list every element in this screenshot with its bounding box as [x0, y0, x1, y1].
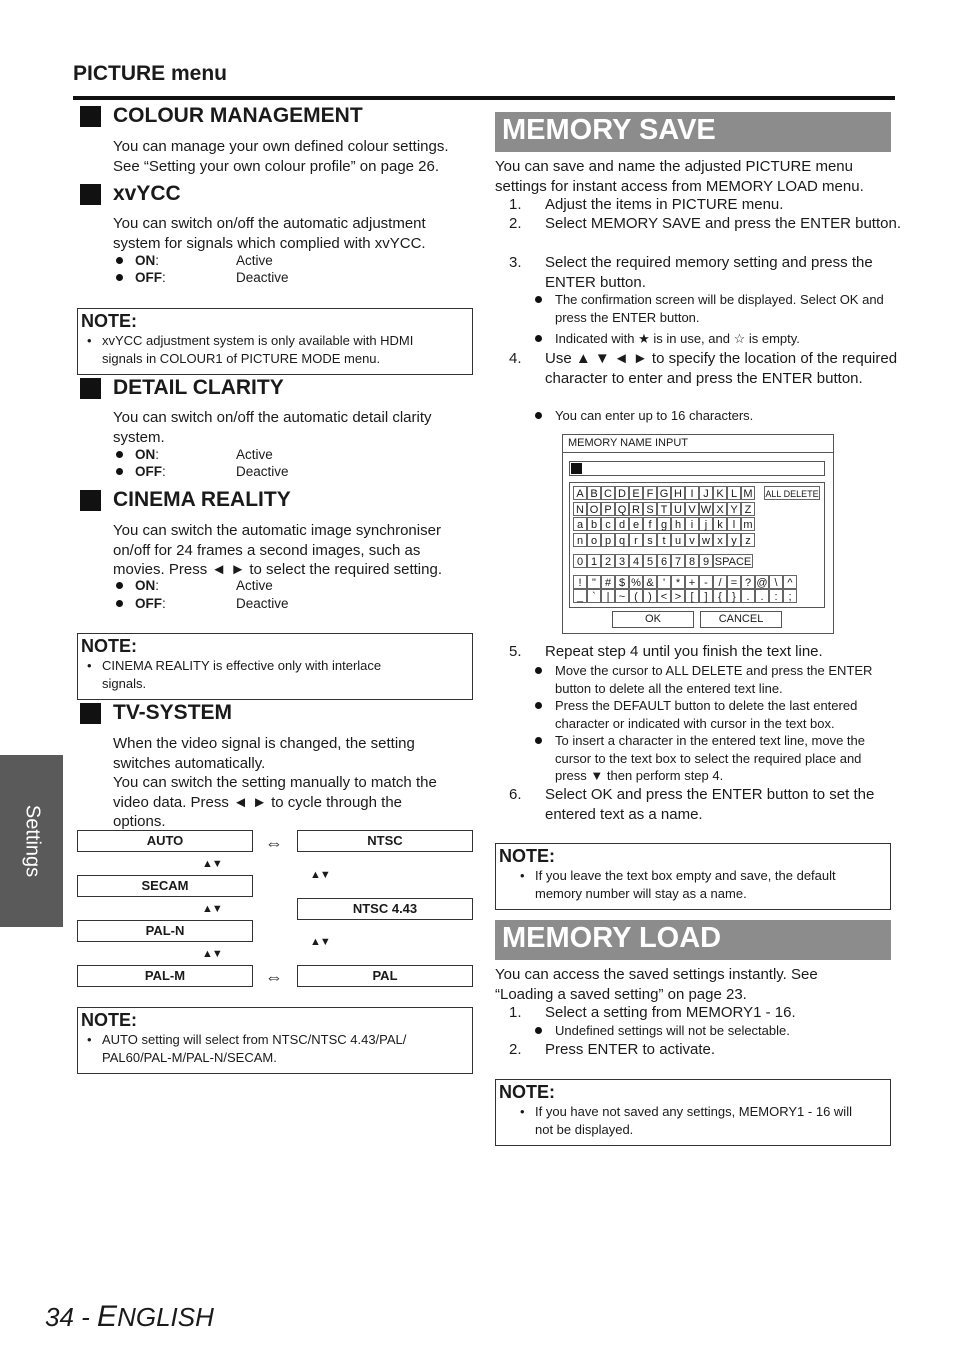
- bullet-item: Press the DEFAULT button to delete the last entered character or indicated with cursor in the text box.: [535, 697, 893, 733]
- key-symbol[interactable]: >: [671, 589, 685, 603]
- key-digit[interactable]: 0: [573, 554, 587, 568]
- up-down-arrow-icon: ▲▼: [202, 948, 222, 960]
- key-symbol[interactable]: }: [727, 589, 741, 603]
- tv-option-paln: PAL-N: [77, 920, 253, 942]
- key-char[interactable]: g: [657, 517, 671, 531]
- key-char[interactable]: w: [699, 533, 713, 547]
- key-char[interactable]: a: [573, 517, 587, 531]
- key-symbol[interactable]: _: [573, 589, 587, 603]
- key-symbol[interactable]: #: [601, 575, 615, 589]
- name-text-field[interactable]: [569, 461, 825, 476]
- cancel-button[interactable]: CANCEL: [700, 611, 782, 628]
- key-symbol[interactable]: [: [685, 589, 699, 603]
- note-box: [77, 633, 473, 700]
- key-char[interactable]: m: [741, 517, 755, 531]
- key-char[interactable]: Z: [741, 502, 755, 516]
- step-2: 2. Select MEMORY SAVE and press the ENTER button.: [509, 215, 901, 232]
- key-symbol[interactable]: .: [755, 589, 769, 603]
- key-symbol[interactable]: =: [727, 575, 741, 589]
- bullet-icon: [535, 667, 542, 674]
- bullet-item: To insert a character in the entered text line, move the cursor to the text box to select the required place and press ▼ then perform step 4.: [535, 732, 893, 786]
- key-char[interactable]: s: [643, 533, 657, 547]
- key-char[interactable]: z: [741, 533, 755, 547]
- bullet-icon: [535, 702, 542, 709]
- section-title: CINEMA REALITY: [113, 488, 291, 511]
- key-char[interactable]: L: [727, 486, 741, 500]
- option-off: OFF: Deactive: [116, 270, 376, 288]
- bullet-item: You can enter up to 16 characters.: [535, 407, 893, 425]
- key-digit[interactable]: 9: [699, 554, 713, 568]
- up-down-arrow-icon: ▲▼: [202, 858, 222, 870]
- key-char[interactable]: X: [713, 502, 727, 516]
- key-char[interactable]: q: [615, 533, 629, 547]
- tv-option-palm: PAL-M: [77, 965, 253, 987]
- key-char[interactable]: V: [685, 502, 699, 516]
- memory-save-intro: You can save and name the adjusted PICTURE menu settings for instant access from MEMORY LOAD menu.: [495, 158, 864, 195]
- section-marker-icon: [80, 703, 101, 724]
- key-char[interactable]: B: [587, 486, 601, 500]
- bullet-icon: [116, 582, 123, 589]
- key-char[interactable]: t: [657, 533, 671, 547]
- key-char[interactable]: e: [629, 517, 643, 531]
- header-rule: [73, 96, 895, 100]
- key-symbol[interactable]: `: [587, 589, 601, 603]
- bullet-icon: [116, 468, 123, 475]
- key-char[interactable]: l: [727, 517, 741, 531]
- xvycc-text: You can switch on/off the automatic adjustment system for signals which complied with xvYCC.: [113, 215, 426, 252]
- bullet-icon: [116, 274, 123, 281]
- section-marker-icon: [80, 490, 101, 511]
- key-symbol[interactable]: +: [685, 575, 699, 589]
- page-header-title: PICTURE menu: [73, 62, 228, 85]
- section-title: xvYCC: [113, 182, 181, 205]
- key-digit[interactable]: 2: [601, 554, 615, 568]
- section-title: TV-SYSTEM: [113, 701, 233, 724]
- key-symbol[interactable]: $: [615, 575, 629, 589]
- key-digit[interactable]: 6: [657, 554, 671, 568]
- memory-name-input-dialog: [562, 434, 834, 634]
- key-char[interactable]: H: [671, 486, 685, 500]
- key-char[interactable]: y: [727, 533, 741, 547]
- side-tab[interactable]: [0, 755, 63, 927]
- section-tv-system: [80, 701, 232, 725]
- key-symbol[interactable]: (: [629, 589, 643, 603]
- divider: [563, 452, 833, 453]
- section-colour-management: [80, 104, 363, 128]
- note-box: [77, 1007, 473, 1074]
- note-box: [495, 1079, 891, 1146]
- tv-option-auto: AUTO: [77, 830, 253, 852]
- key-digit[interactable]: 8: [685, 554, 699, 568]
- key-symbol[interactable]: ]: [699, 589, 713, 603]
- up-down-arrow-icon: ▲▼: [310, 936, 330, 948]
- bullet-icon: [535, 335, 542, 342]
- step-6: 6. Select OK and press the ENTER button to set the entered text as a name.: [509, 786, 875, 823]
- step-2: 2. Press ENTER to activate.: [509, 1041, 716, 1058]
- note-item: • If you leave the text box empty and save, the default memory number will stay as a name.: [535, 867, 885, 903]
- key-char[interactable]: j: [699, 517, 713, 531]
- key-char[interactable]: A: [573, 486, 587, 500]
- key-char[interactable]: d: [615, 517, 629, 531]
- key-space[interactable]: SPACE: [714, 556, 752, 568]
- tv-option-ntsc443: NTSC 4.43: [297, 898, 473, 920]
- section-marker-icon: [80, 106, 101, 127]
- tv-option-secam: SECAM: [77, 875, 253, 897]
- bullet-icon: [535, 737, 542, 744]
- key-symbol[interactable]: ~: [615, 589, 629, 603]
- bullet-item: Undefined settings will not be selectable.: [535, 1022, 893, 1040]
- key-char[interactable]: k: [713, 517, 727, 531]
- section-xvycc: [80, 182, 181, 206]
- section-marker-icon: [80, 378, 101, 399]
- bullet-icon: [535, 1027, 542, 1034]
- key-char[interactable]: v: [685, 533, 699, 547]
- bullet-item: Indicated with ★ is in use, and ☆ is empty.: [535, 330, 893, 348]
- option-on: ON: Active: [116, 578, 376, 596]
- key-symbol[interactable]: ?: [741, 575, 755, 589]
- key-symbol[interactable]: |: [601, 589, 615, 603]
- key-char[interactable]: R: [629, 502, 643, 516]
- key-char[interactable]: M: [741, 486, 755, 500]
- colour-management-text: You can manage your own defined colour settings. See “Setting your own colour profile” on page 26.: [113, 138, 449, 175]
- option-on: ON: Active: [116, 253, 376, 271]
- key-symbol[interactable]: :: [769, 589, 783, 603]
- step-3: 3. Select the required memory setting and press the ENTER button.: [509, 254, 873, 291]
- note-item: • CINEMA REALITY is effective only with interlace signals.: [102, 657, 462, 693]
- key-char[interactable]: O: [587, 502, 601, 516]
- key-char[interactable]: P: [601, 502, 615, 516]
- key-symbol[interactable]: &: [643, 575, 657, 589]
- key-char[interactable]: J: [699, 486, 713, 500]
- step-1: 1. Select a setting from MEMORY1 - 16.: [509, 1004, 796, 1021]
- bullet-icon: [116, 257, 123, 264]
- key-char[interactable]: o: [587, 533, 601, 547]
- key-symbol[interactable]: /: [713, 575, 727, 589]
- key-symbol[interactable]: {: [713, 589, 727, 603]
- note-title: NOTE:: [81, 311, 137, 331]
- memory-save-banner: MEMORY SAVE: [495, 112, 891, 152]
- tv-system-text: When the video signal is changed, the setting switches automatically. You can switch the setting manually to match the video data. Press ◄ ► to cycle through the options.: [113, 735, 437, 830]
- dialog-title: MEMORY NAME INPUT: [568, 437, 688, 449]
- bullet-icon: [116, 451, 123, 458]
- key-symbol[interactable]: \: [769, 575, 783, 589]
- up-down-arrow-icon: ▲▼: [202, 903, 222, 915]
- section-marker-icon: [80, 184, 101, 205]
- note-item: • xvYCC adjustment system is only available with HDMI signals in COLOUR1 of PICTURE MODE menu.: [102, 332, 462, 368]
- key-symbol[interactable]: *: [671, 575, 685, 589]
- up-down-arrow-icon: ▲▼: [310, 869, 330, 881]
- key-char[interactable]: f: [643, 517, 657, 531]
- note-box: [495, 843, 891, 910]
- note-item: • If you have not saved any settings, MEMORY1 - 16 will not be displayed.: [535, 1103, 885, 1139]
- bullet-item: The confirmation screen will be displayed. Select OK and press the ENTER button.: [535, 291, 893, 327]
- text-cursor: [571, 463, 582, 474]
- key-symbol[interactable]: @: [756, 577, 768, 589]
- key-char[interactable]: K: [713, 486, 727, 500]
- key-digit[interactable]: 5: [643, 554, 657, 568]
- key-symbol[interactable]: -: [699, 575, 713, 589]
- detail-clarity-text: You can switch on/off the automatic detail clarity system.: [113, 409, 432, 446]
- key-char[interactable]: n: [573, 533, 587, 547]
- key-symbol[interactable]: !: [573, 575, 587, 589]
- key-char[interactable]: E: [629, 486, 643, 500]
- option-on: ON: Active: [116, 447, 376, 465]
- option-off: OFF: Deactive: [116, 464, 376, 482]
- bullet-icon: [535, 296, 542, 303]
- bullet-icon: [535, 412, 542, 419]
- section-title: DETAIL CLARITY: [113, 376, 284, 399]
- key-digit[interactable]: 3: [615, 554, 629, 568]
- left-right-arrow-icon: ⇔: [265, 833, 282, 853]
- key-char[interactable]: Q: [615, 502, 629, 516]
- side-tab-label: Settings: [21, 804, 43, 878]
- section-title: COLOUR MANAGEMENT: [113, 104, 363, 127]
- note-item: • AUTO setting will select from NTSC/NTSC 4.43/PAL/ PAL60/PAL-M/PAL-N/SECAM.: [102, 1031, 462, 1067]
- key-char[interactable]: b: [587, 517, 601, 531]
- key-digit[interactable]: 7: [671, 554, 685, 568]
- key-symbol[interactable]: .: [741, 589, 755, 603]
- left-right-arrow-icon: ⇔: [265, 967, 282, 987]
- all-delete-button[interactable]: ALL DELETE: [764, 486, 820, 500]
- memory-load-banner: MEMORY LOAD: [495, 920, 891, 960]
- key-digit[interactable]: 4: [629, 554, 643, 568]
- key-char[interactable]: W: [700, 503, 712, 516]
- memory-load-intro: You can access the saved settings instantly. See “Loading a saved setting” on page 23.: [495, 966, 818, 1003]
- key-char[interactable]: h: [671, 517, 685, 531]
- key-symbol[interactable]: ^: [783, 575, 797, 589]
- ok-button[interactable]: OK: [612, 611, 694, 628]
- bullet-item: Move the cursor to ALL DELETE and press the ENTER button to delete all the entered text line.: [535, 662, 893, 698]
- key-char[interactable]: Y: [727, 502, 741, 516]
- key-symbol[interactable]: %: [629, 575, 643, 589]
- key-char[interactable]: C: [601, 486, 615, 500]
- note-title: NOTE:: [81, 636, 137, 656]
- key-char[interactable]: I: [685, 486, 699, 500]
- section-detail-clarity: [80, 376, 284, 400]
- note-box: [77, 308, 473, 375]
- key-symbol[interactable]: ': [657, 575, 671, 589]
- key-char[interactable]: c: [601, 517, 615, 531]
- key-digit[interactable]: 1: [587, 554, 601, 568]
- tv-option-ntsc: NTSC: [297, 830, 473, 852]
- note-title: NOTE:: [499, 846, 555, 866]
- cinema-reality-text: You can switch the automatic image synchroniser on/off for 24 frames a second images, such as movies. Press ◄ ► to select the required setting.: [113, 522, 442, 578]
- key-char[interactable]: r: [629, 533, 643, 547]
- key-symbol[interactable]: ": [587, 575, 601, 589]
- section-cinema-reality: [80, 488, 291, 512]
- key-char[interactable]: G: [657, 486, 671, 500]
- key-char[interactable]: T: [657, 502, 671, 516]
- key-char[interactable]: p: [601, 533, 615, 547]
- key-char[interactable]: F: [643, 486, 657, 500]
- key-char[interactable]: i: [685, 517, 699, 531]
- tv-option-pal: PAL: [297, 965, 473, 987]
- key-symbol[interactable]: <: [657, 589, 671, 603]
- page-footer: 34 - ENGLISH: [45, 1300, 214, 1333]
- key-char[interactable]: D: [615, 486, 629, 500]
- bullet-icon: [116, 600, 123, 607]
- key-char[interactable]: N: [573, 502, 587, 516]
- option-off: OFF: Deactive: [116, 596, 376, 614]
- key-symbol[interactable]: ;: [783, 589, 797, 603]
- key-char[interactable]: S: [643, 502, 657, 516]
- key-char[interactable]: u: [671, 533, 685, 547]
- character-grid: [569, 482, 825, 608]
- step-4: 4. Use ▲ ▼ ◄ ► to specify the location of the required character to enter and press the ENTER button.: [509, 350, 898, 387]
- key-symbol[interactable]: ): [643, 589, 657, 603]
- note-title: NOTE:: [499, 1082, 555, 1102]
- step-1: 1. Adjust the items in PICTURE menu.: [509, 196, 784, 213]
- step-5: 5. Repeat step 4 until you finish the text line.: [509, 643, 823, 660]
- key-char[interactable]: U: [671, 502, 685, 516]
- note-title: NOTE:: [81, 1010, 137, 1030]
- key-char[interactable]: x: [713, 533, 727, 547]
